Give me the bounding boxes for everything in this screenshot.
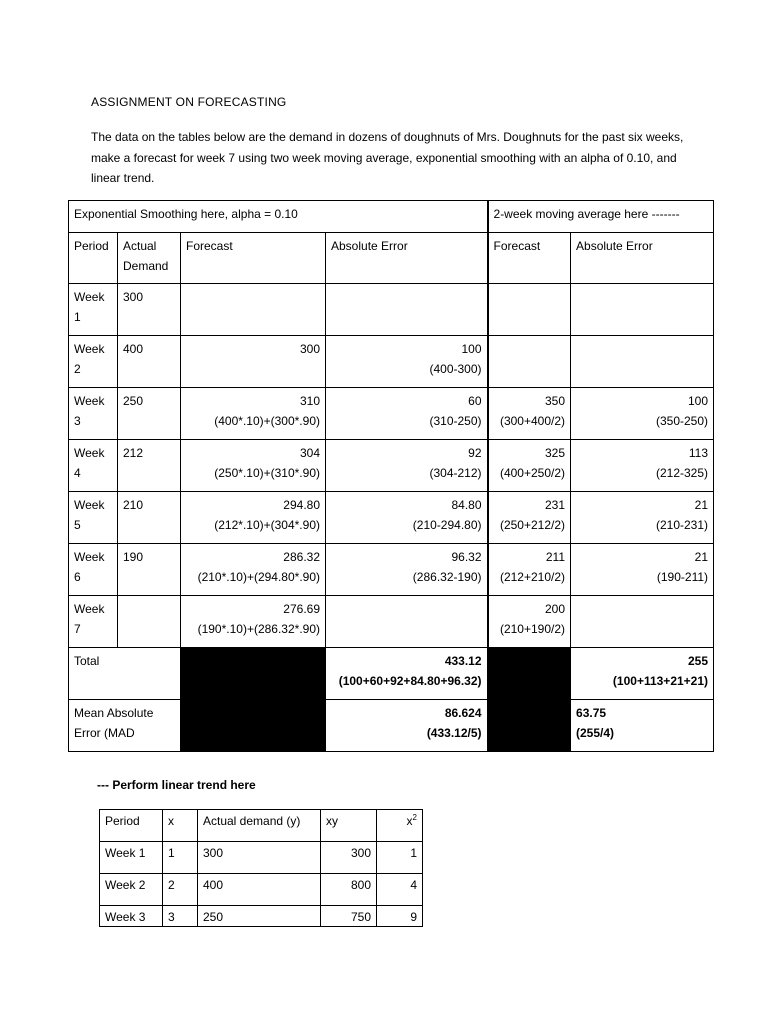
abs-error-cell: 100 (400-300) <box>326 336 488 388</box>
col-ma-forecast: Forecast <box>488 233 571 284</box>
abs-error-cell: 60 (310-250) <box>326 388 488 440</box>
table-row <box>69 492 714 544</box>
trend-header-row <box>100 810 423 842</box>
total-label: Total <box>69 648 181 700</box>
forecast-cell: 276.69 (190*.10)+(286.32*.90) <box>181 596 326 648</box>
table-row <box>69 388 714 440</box>
actual-demand-cell: 210 <box>118 492 181 544</box>
abs-error-cell: 92 (304-212) <box>326 440 488 492</box>
trend-actual-cell: 400 <box>198 874 321 906</box>
trend-x-cell: 1 <box>163 842 198 874</box>
period-cell: Week 2 <box>69 336 118 388</box>
ma-forecast-cell: 200 (210+190/2) <box>488 596 571 648</box>
trend-col-actual: Actual demand (y) <box>198 810 321 842</box>
forecast-cell: 310 (400*.10)+(300*.90) <box>181 388 326 440</box>
actual-demand-cell <box>118 596 181 648</box>
col-period: Period <box>69 233 118 284</box>
trend-x-squared-cell: 9 <box>377 906 423 927</box>
col-actual-demand: Actual Demand <box>118 233 181 284</box>
linear-trend-title: --- Perform linear trend here <box>97 778 256 792</box>
ma-forecast-cell <box>488 336 571 388</box>
abs-error-cell: 96.32 (286.32-190) <box>326 544 488 596</box>
period-cell: Week 5 <box>69 492 118 544</box>
actual-demand-cell: 250 <box>118 388 181 440</box>
blacked-cell <box>488 700 571 752</box>
ma-abs-error-cell: 21 (210-231) <box>571 492 714 544</box>
blacked-cell <box>488 648 571 700</box>
abs-error-cell <box>326 596 488 648</box>
trend-x-squared-cell: 1 <box>377 842 423 874</box>
period-cell: Week 4 <box>69 440 118 492</box>
trend-xy-cell: 800 <box>321 874 377 906</box>
linear-trend-table <box>99 809 423 927</box>
actual-demand-cell: 212 <box>118 440 181 492</box>
table-row <box>69 284 714 336</box>
trend-actual-cell: 250 <box>198 906 321 927</box>
mad-label: Mean Absolute Error (MAD <box>69 700 181 752</box>
abs-error-cell: 84.80 (210-294.80) <box>326 492 488 544</box>
forecast-cell: 300 <box>181 336 326 388</box>
trend-col-x-squared: $x^2$ <box>377 810 423 842</box>
document-title: ASSIGNMENT ON FORECASTING <box>91 95 287 109</box>
total-row <box>69 648 714 700</box>
col-forecast: Forecast <box>181 233 326 284</box>
actual-demand-cell: 400 <box>118 336 181 388</box>
ma-forecast-cell: 231 (250+212/2) <box>488 492 571 544</box>
trend-col-x: x <box>163 810 198 842</box>
trend-xy-cell: 300 <box>321 842 377 874</box>
ma-abs-error-cell: 113 (212-325) <box>571 440 714 492</box>
table-header-row <box>69 201 714 233</box>
ma-abs-error-cell <box>571 336 714 388</box>
table-row <box>69 596 714 648</box>
trend-period-cell: Week 1 <box>100 842 163 874</box>
actual-demand-cell: 300 <box>118 284 181 336</box>
col-ma-absolute-error: Absolute Error <box>571 233 714 284</box>
intro-paragraph: The data on the tables below are the demand in dozens of doughnuts of Mrs. Doughnuts for the past six weeks, make a forecast for week 7 using two week moving average, exponential smoothing with an alpha of 0.10, and linear trend. <box>91 130 684 185</box>
forecast-table <box>68 200 714 752</box>
col-absolute-error: Absolute Error <box>326 233 488 284</box>
ma-abs-error-cell: 21 (190-211) <box>571 544 714 596</box>
exp-smoothing-header: Exponential Smoothing here, alpha = 0.10 <box>69 201 488 233</box>
ma-abs-error-cell <box>571 596 714 648</box>
total-abs-error: 433.12 (100+60+92+84.80+96.32) <box>326 648 488 700</box>
trend-row <box>100 874 423 906</box>
ma-forecast-cell: 350 (300+400/2) <box>488 388 571 440</box>
actual-demand-cell: 190 <box>118 544 181 596</box>
mad-row <box>69 700 714 752</box>
trend-col-period: Period <box>100 810 163 842</box>
trend-xy-cell: 750 <box>321 906 377 927</box>
forecast-cell: 294.80 (212*.10)+(304*.90) <box>181 492 326 544</box>
ma-abs-error-cell <box>571 284 714 336</box>
mad-abs-error: 86.624 (433.12/5) <box>326 700 488 752</box>
ma-abs-error-cell: 100 (350-250) <box>571 388 714 440</box>
blacked-cell <box>181 648 326 700</box>
forecast-cell: 286.32 (210*.10)+(294.80*.90) <box>181 544 326 596</box>
table-row <box>69 440 714 492</box>
trend-col-xy: xy <box>321 810 377 842</box>
trend-row <box>100 842 423 874</box>
ma-forecast-cell: 325 (400+250/2) <box>488 440 571 492</box>
trend-x-squared-cell: 4 <box>377 874 423 906</box>
trend-row <box>100 906 423 927</box>
trend-x-cell: 3 <box>163 906 198 927</box>
trend-x-cell: 2 <box>163 874 198 906</box>
period-cell: Week 1 <box>69 284 118 336</box>
period-cell: Week 7 <box>69 596 118 648</box>
column-header-row <box>69 233 714 284</box>
trend-period-cell: Week 3 <box>100 906 163 927</box>
ma-forecast-cell: 211 (212+210/2) <box>488 544 571 596</box>
table-row <box>69 336 714 388</box>
abs-error-cell <box>326 284 488 336</box>
forecast-cell <box>181 284 326 336</box>
forecast-cell: 304 (250*.10)+(310*.90) <box>181 440 326 492</box>
blacked-cell <box>181 700 326 752</box>
period-cell: Week 6 <box>69 544 118 596</box>
mad-ma-abs-error: 63.75 (255/4) <box>571 700 714 752</box>
ma-forecast-cell <box>488 284 571 336</box>
total-ma-abs-error: 255 (100+113+21+21) <box>571 648 714 700</box>
trend-actual-cell: 300 <box>198 842 321 874</box>
table-row <box>69 544 714 596</box>
moving-average-header: 2-week moving average here ------- <box>488 201 714 233</box>
period-cell: Week 3 <box>69 388 118 440</box>
trend-period-cell: Week 2 <box>100 874 163 906</box>
